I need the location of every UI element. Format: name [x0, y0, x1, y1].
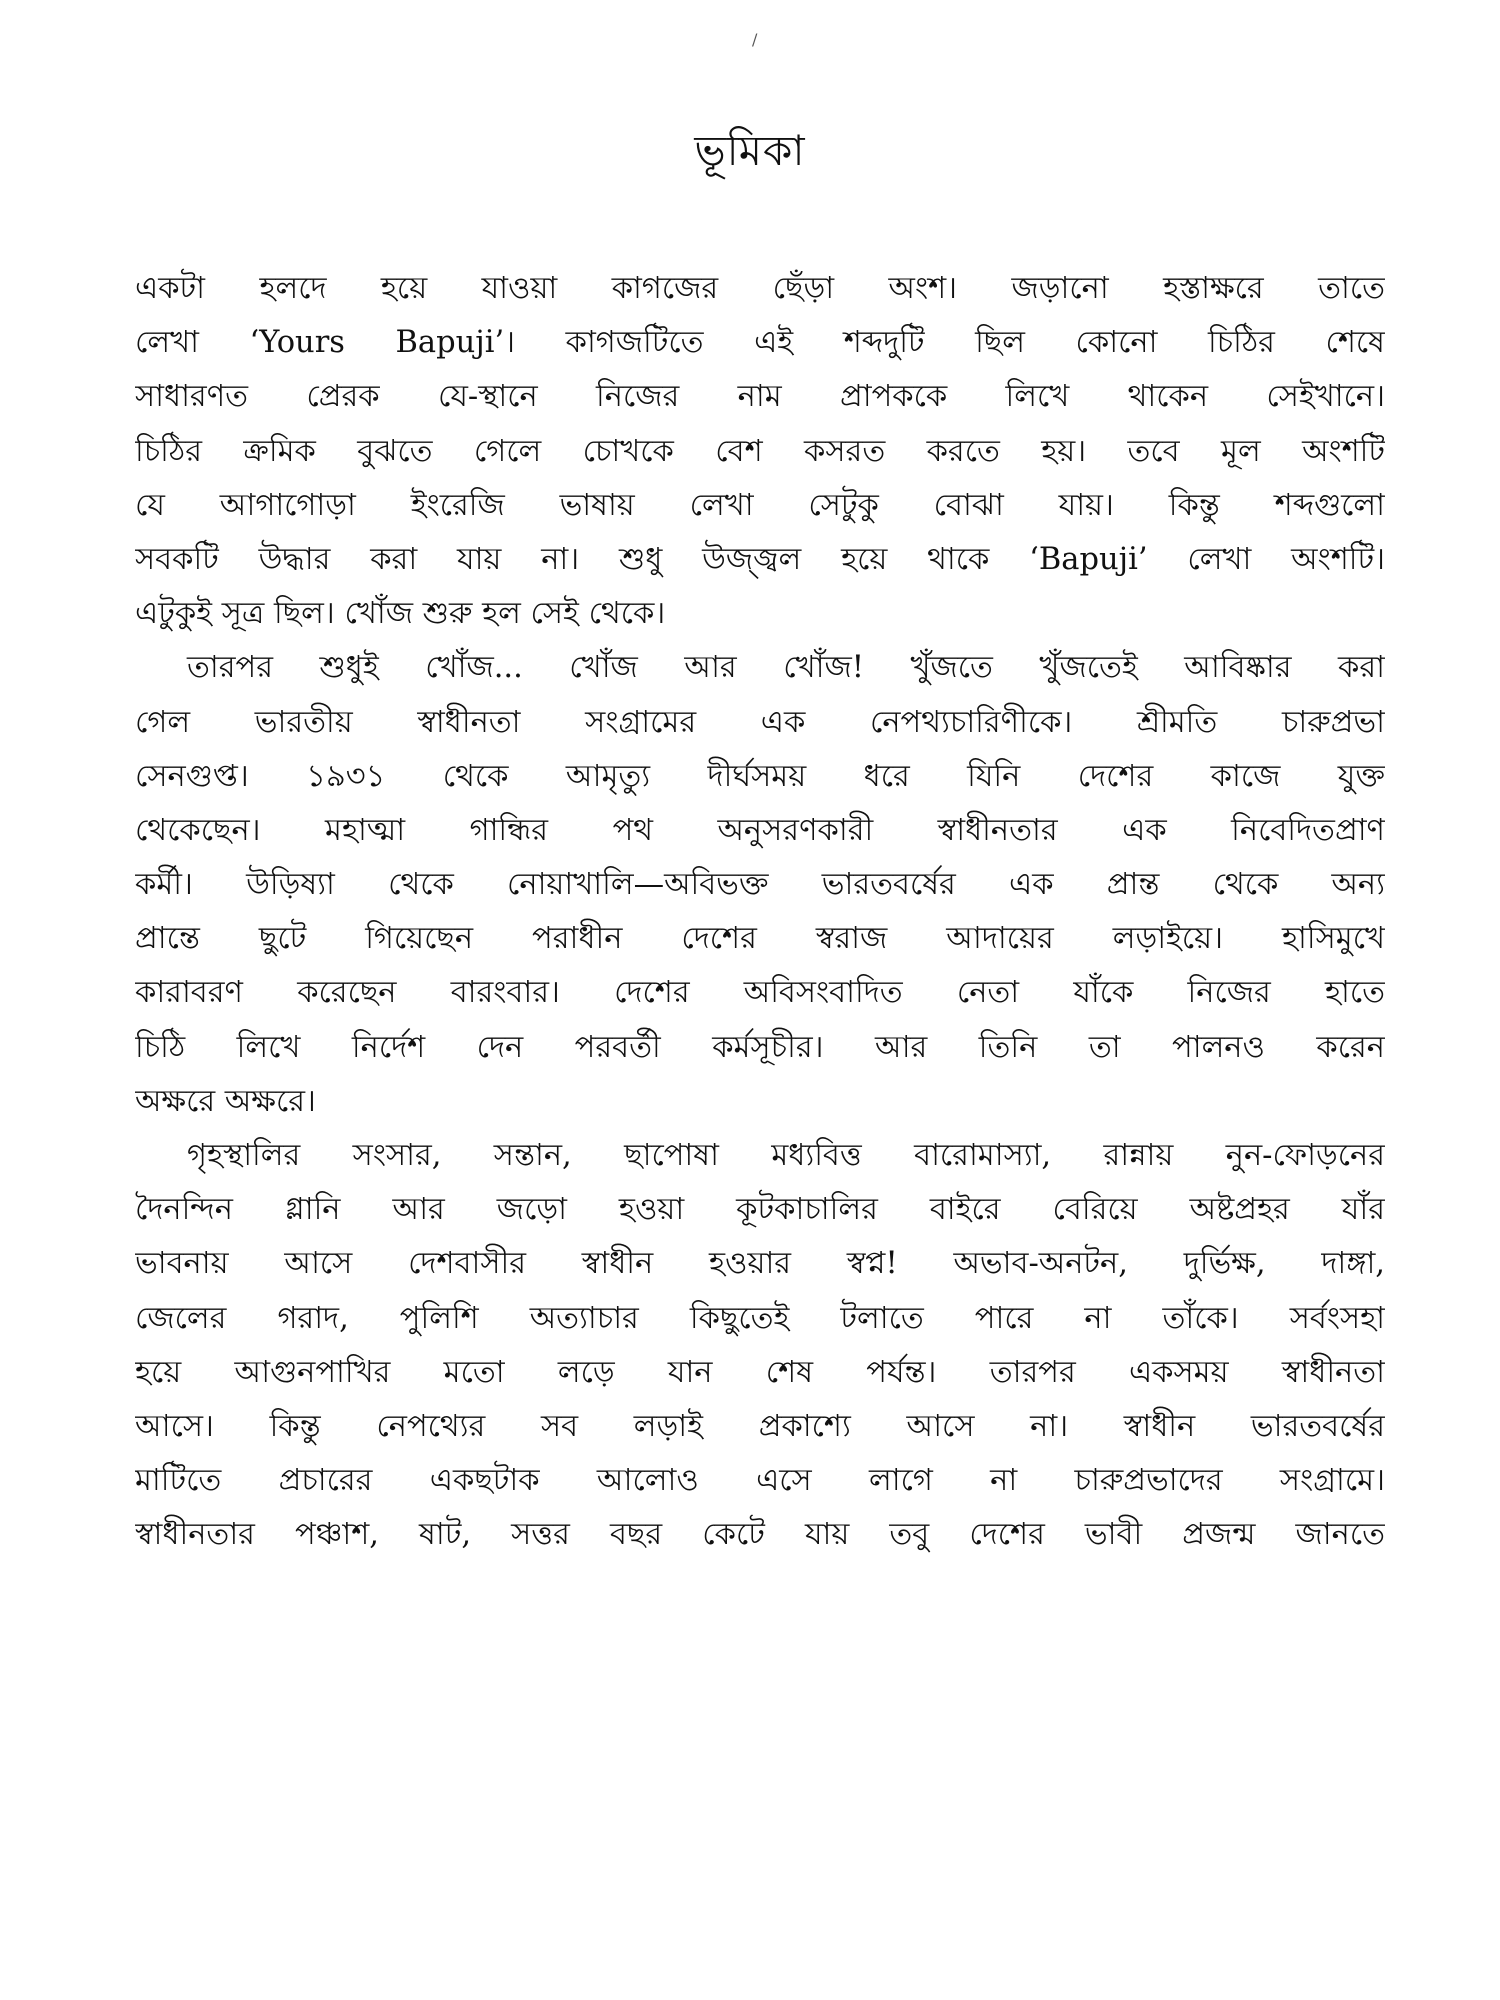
- paragraph-3: [135, 1129, 1385, 1563]
- text-line: চিঠির ক্রমিক বুঝতে গেলে চোখকে বেশ কসরত করতে হয়। তবে মূল অংশটি: [135, 433, 1385, 469]
- text-line: গৃহস্থালির সংসার, সন্তান, ছাপোষা মধ্যবিত্ত বারোমাস্যা, রান্নায় নুন-ফোড়নের: [187, 1138, 1385, 1173]
- text-line: লেখা ‘Yours Bapuji’। কাগজটিতে এই শব্দদুটি ছিল কোনো চিঠির শেষে: [135, 325, 1385, 361]
- page-mark: /: [752, 30, 758, 49]
- text-line: গেল ভারতীয় স্বাধীনতা সংগ্রামের এক নেপথ্যচারিণীকে। শ্রীমতি চারুপ্রভা: [135, 704, 1385, 740]
- text-line: একটা হলদে হয়ে যাওয়া কাগজের ছেঁড়া অংশ। জড়ানো হস্তাক্ষরে তাতে: [135, 271, 1385, 306]
- text-line: প্রান্তে ছুটে গিয়েছেন পরাধীন দেশের স্বরাজ আদায়ের লড়াইয়ে। হাসিমুখে: [135, 921, 1385, 957]
- text-line: এটুকুই সূত্র ছিল। খোঁজ শুরু হল সেই থেকে।: [135, 596, 666, 632]
- text-line: কর্মী। উড়িষ্যা থেকে নোয়াখালি—অবিভক্ত ভারতবর্ষের এক প্রান্ত থেকে অন্য: [135, 867, 1385, 903]
- text-line: যে আগাগোড়া ইংরেজি ভাষায় লেখা সেটুকু বোঝা যায়। কিন্তু শব্দগুলো: [135, 487, 1385, 523]
- paragraph-1: [135, 262, 1385, 641]
- text-line: মাটিতে প্রচারের একছটাক আলোও এসে লাগে না চারুপ্রভাদের সংগ্রামে।: [135, 1463, 1385, 1499]
- body-text: [135, 262, 1385, 1563]
- text-line: কারাবরণ করেছেন বারংবার। দেশের অবিসংবাদিত নেতা যাঁকে নিজের হাতে: [135, 975, 1385, 1011]
- text-line: অক্ষরে অক্ষরে।: [135, 1083, 316, 1119]
- text-line: সেনগুপ্ত। ১৯৩১ থেকে আমৃত্যু দীর্ঘসময় ধরে যিনি দেশের কাজে যুক্ত: [135, 758, 1385, 794]
- page-title: ভূমিকা: [694, 126, 806, 175]
- text-line: আসে। কিন্তু নেপথ্যের সব লড়াই প্রকাশ্যে আসে না। স্বাধীন ভারতবর্ষের: [135, 1408, 1385, 1444]
- text-line: চিঠি লিখে নির্দেশ দেন পরবর্তী কর্মসূচীর। আর তিনি তা পালনও করেন: [135, 1029, 1385, 1065]
- text-line: হয়ে আগুনপাখির মতো লড়ে যান শেষ পর্যন্ত। তারপর একসময় স্বাধীনতা: [135, 1354, 1385, 1390]
- text-line: থেকেছেন। মহাত্মা গান্ধির পথ অনুসরণকারী স্বাধীনতার এক নিবেদিতপ্রাণ: [135, 812, 1385, 848]
- text-line: ভাবনায় আসে দেশবাসীর স্বাধীন হওয়ার স্বপ্ন! অভাব-অনটন, দুর্ভিক্ষ, দাঙ্গা,: [135, 1246, 1385, 1282]
- text-line: সাধারণত প্রেরক যে-স্থানে নিজের নাম প্রাপককে লিখে থাকেন সেইখানে।: [135, 379, 1385, 415]
- text-line: তারপর শুধুই খোঁজ... খোঁজ আর খোঁজ! খুঁজতে খুঁজতেই আবিষ্কার করা: [187, 650, 1385, 686]
- text-line: সবকটি উদ্ধার করা যায় না। শুধু উজ্জ্বল হয়ে থাকে ‘Bapuji’ লেখা অংশটি।: [135, 541, 1385, 577]
- text-line: জেলের গরাদ, পুলিশি অত্যাচার কিছুতেই টলাতে পারে না তাঁকে। সর্বংসহা: [135, 1300, 1385, 1336]
- text-line: দৈনন্দিন গ্লানি আর জড়ো হওয়া কূটকাচালির বাইরে বেরিয়ে অষ্টপ্রহর যাঁর: [135, 1192, 1385, 1228]
- text-line: স্বাধীনতার পঞ্চাশ, ষাট, সত্তর বছর কেটে যায় তবু দেশের ভাবী প্রজন্ম জানতে: [135, 1517, 1385, 1553]
- paragraph-2: [135, 641, 1385, 1129]
